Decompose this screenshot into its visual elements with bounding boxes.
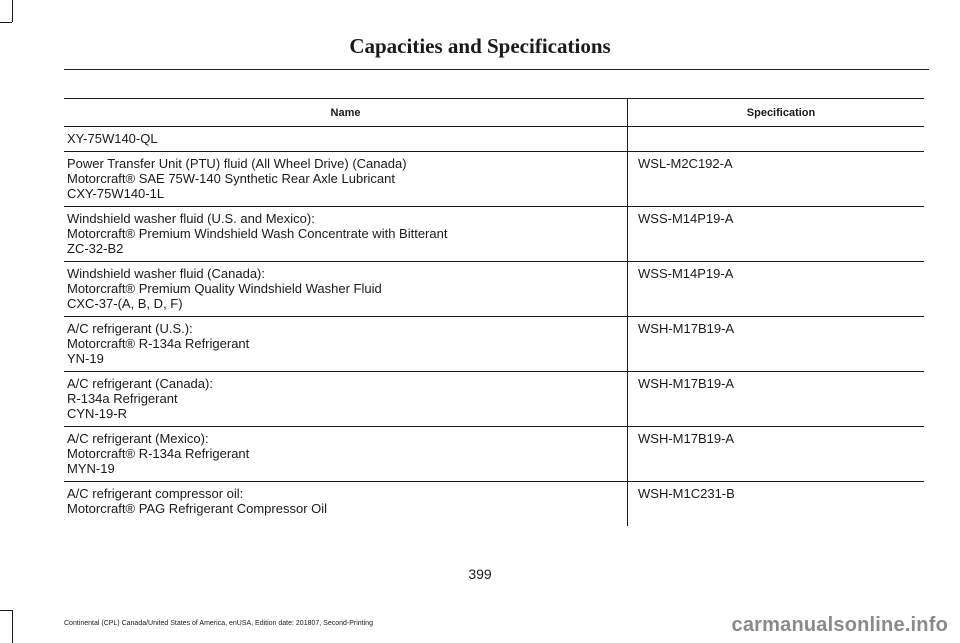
name-line: A/C refrigerant (Mexico): [67,431,209,446]
name-line: YN-19 [67,351,104,366]
cell-name [64,207,628,262]
table-header-row [64,99,924,127]
name-line: ZC-32-B2 [67,241,124,256]
table-row [64,372,924,427]
name-line: Motorcraft® Premium Windshield Wash Concentrate with Bitterant [67,226,448,241]
crop-mark-top-left-vertical [12,0,13,22]
table-row [64,152,924,207]
cell-name [64,152,628,207]
name-line: CYN-19-R [67,406,127,421]
specifications-table [64,98,924,526]
cell-name [64,427,628,482]
title-divider [64,69,929,70]
name-line: XY-75W140-QL [67,131,158,146]
cell-name [64,482,628,527]
name-line: A/C refrigerant (U.S.): [67,321,193,336]
name-line: CXY-75W140-1L [67,186,165,201]
column-header-specification: Specification [628,99,925,127]
cell-name [64,262,628,317]
name-line: Motorcraft® R-134a Refrigerant [67,446,250,461]
footer-edition-text: Continental (CPL) Canada/United States of America, enUSA, Edition date: 201807, Second-Printing [64,620,373,627]
name-line: Windshield washer fluid (Canada): [67,266,265,281]
crop-mark-bottom-left-horizontal [0,610,12,611]
name-line: Motorcraft® Premium Quality Windshield Washer Fluid [67,281,382,296]
cell-name [64,317,628,372]
cell-name [64,127,628,152]
name-line: CXC-37-(A, B, D, F) [67,296,183,311]
cell-specification [628,127,925,152]
table-row [64,127,924,152]
page-title: Capacities and Specifications [349,34,611,58]
table-row [64,427,924,482]
name-line: Motorcraft® PAG Refrigerant Compressor Oil [67,501,328,516]
table-row [64,207,924,262]
table-row [64,482,924,527]
cell-specification: WSS-M14P19-A [628,262,925,317]
name-line: Windshield washer fluid (U.S. and Mexico): [67,211,315,226]
name-line: Power Transfer Unit (PTU) fluid (All Wheel Drive) (Canada) [67,156,407,171]
crop-mark-bottom-left-vertical [12,610,13,643]
table-row [64,262,924,317]
column-header-name: Name [64,99,628,127]
cell-specification: WSS-M14P19-A [628,207,925,262]
name-line: MYN-19 [67,461,115,476]
name-line: R-134a Refrigerant [67,391,178,406]
name-line: Motorcraft® SAE 75W-140 Synthetic Rear Axle Lubricant [67,171,395,186]
name-line: Motorcraft® R-134a Refrigerant [67,336,250,351]
cell-name [64,372,628,427]
page-number: 399 [468,566,492,582]
name-line: A/C refrigerant compressor oil: [67,486,244,501]
cell-specification: WSH-M1C231-B [638,486,735,501]
table-row [64,317,924,372]
cell-specification: WSL-M2C192-A [628,152,925,207]
crop-mark-top-left-horizontal [0,22,12,23]
cell-specification: WSH-M17B19-A [628,317,925,372]
watermark-text: carmanualsonline.info [731,614,948,636]
cell-specification: WSH-M17B19-A [628,372,925,427]
cell-specification: WSH-M17B19-A [628,427,925,482]
name-line: A/C refrigerant (Canada): [67,376,213,391]
